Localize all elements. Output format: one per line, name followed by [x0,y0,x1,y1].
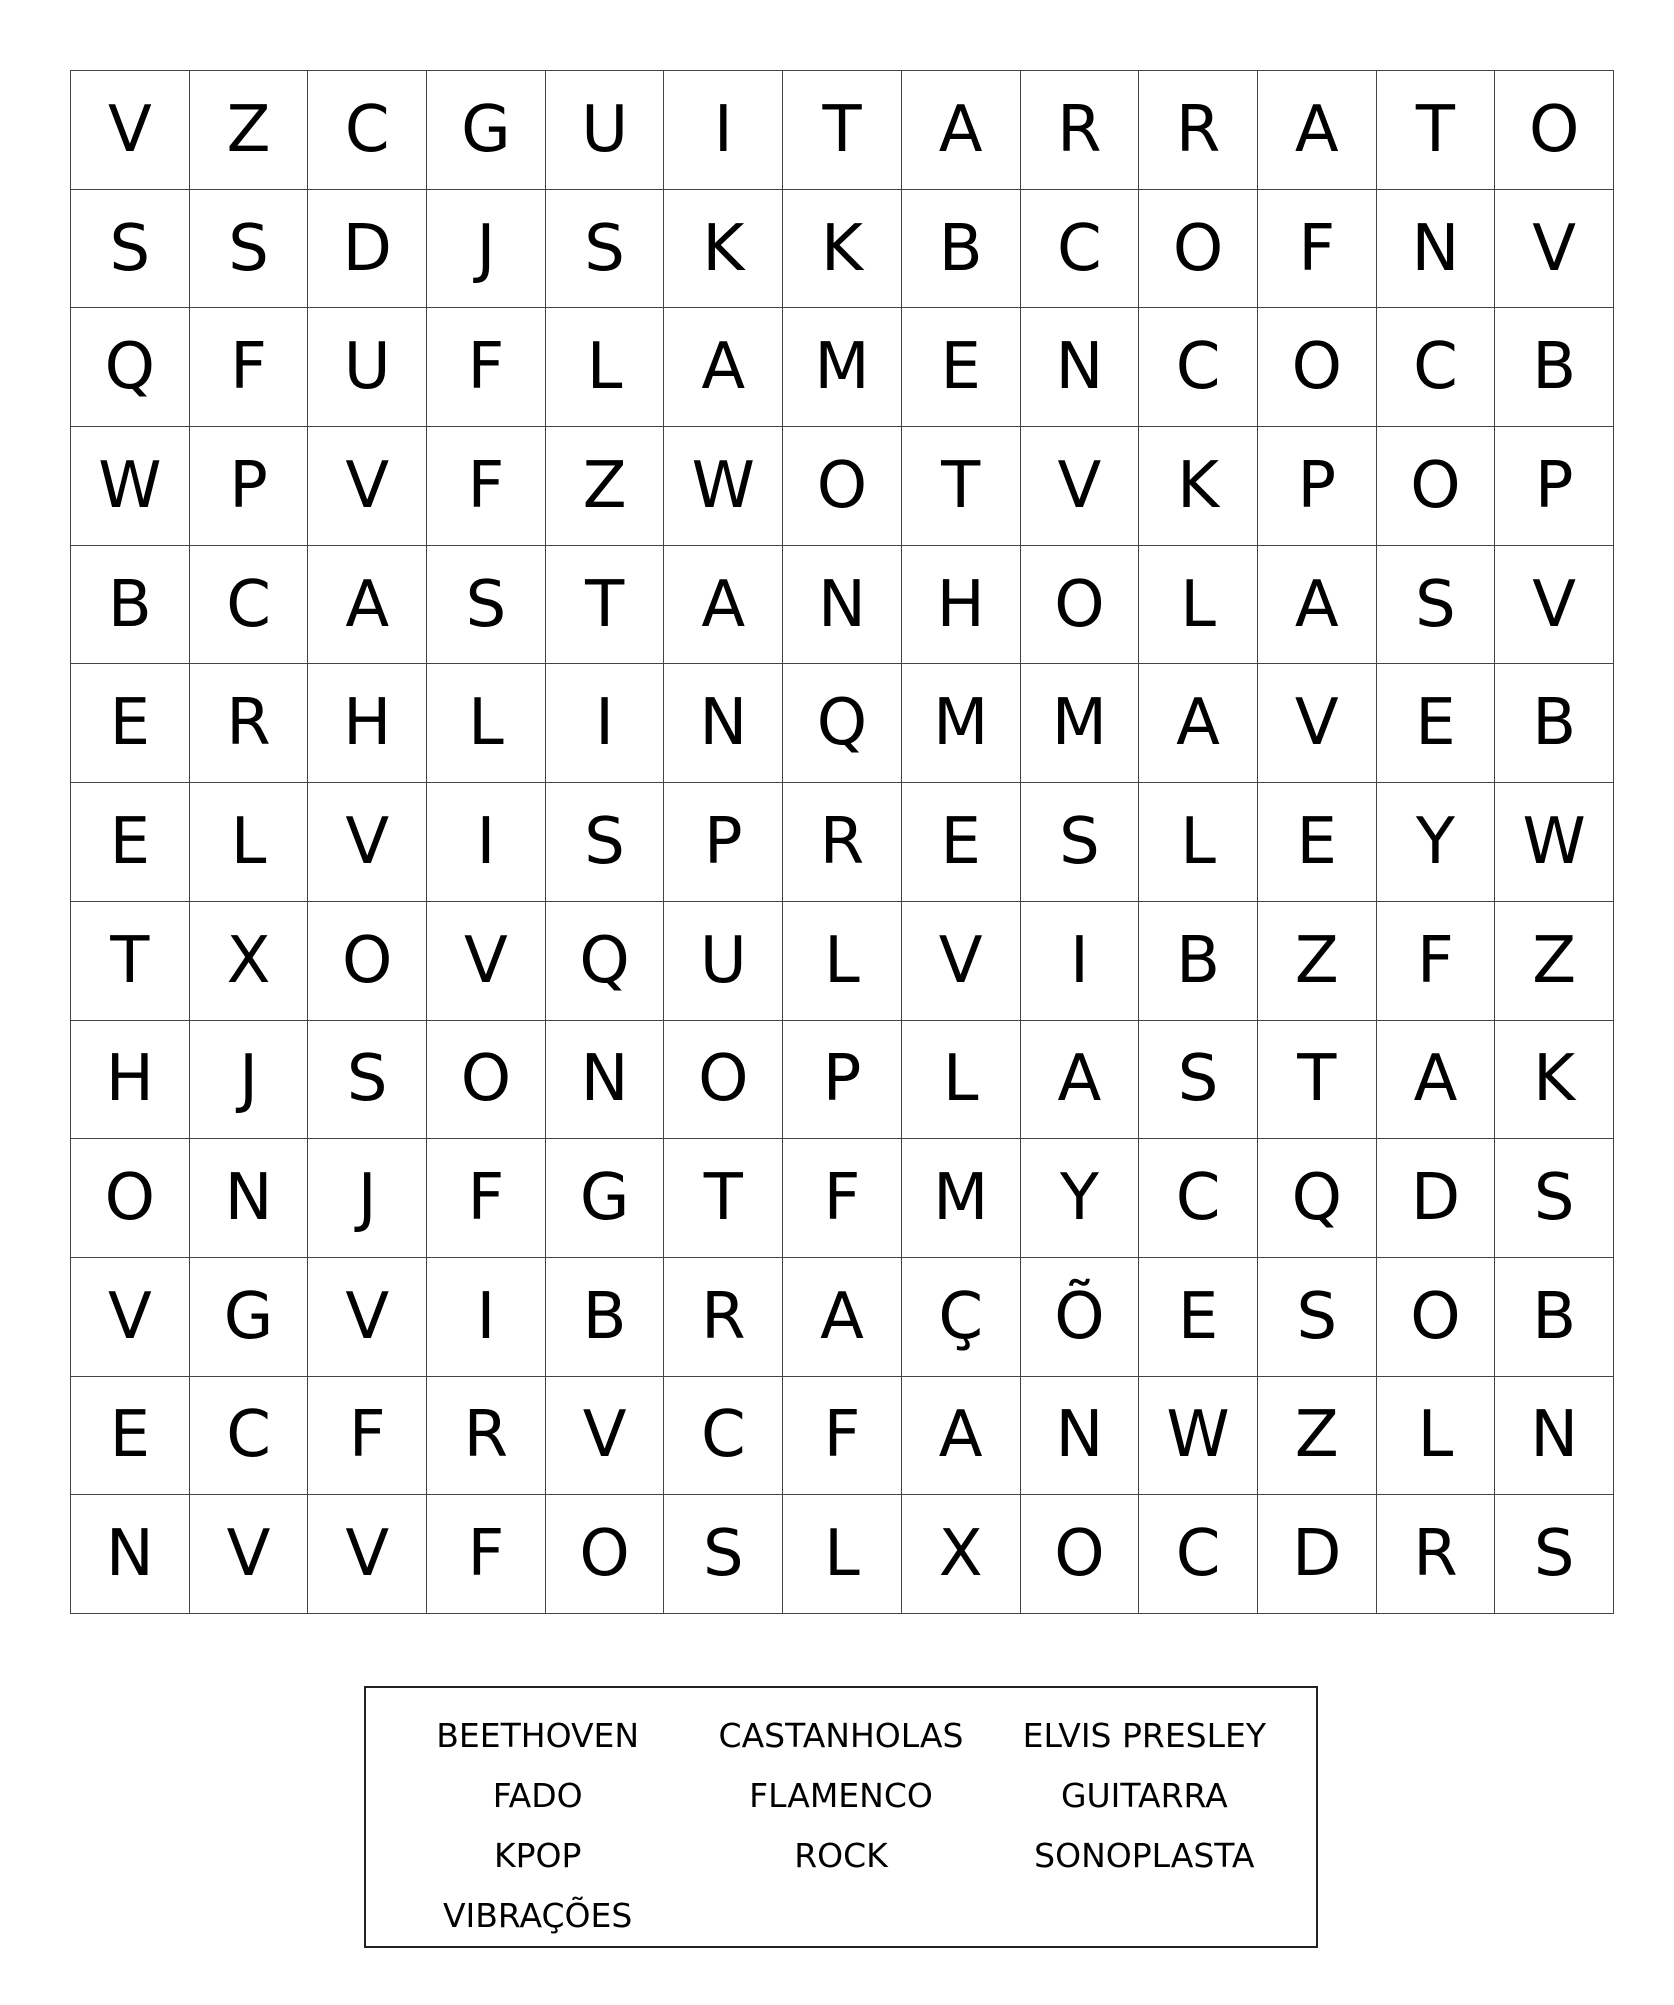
grid-cell[interactable]: O [1021,546,1140,665]
grid-cell[interactable]: L [546,308,665,427]
grid-cell[interactable]: V [190,1495,309,1614]
grid-cell[interactable]: D [308,190,427,309]
grid-cell[interactable]: L [1139,783,1258,902]
grid-cell[interactable]: L [1139,546,1258,665]
grid-cell[interactable]: S [71,190,190,309]
grid-cell[interactable]: Q [1258,1139,1377,1258]
word-list-item: FLAMENCO [749,1776,933,1815]
grid-cell[interactable]: B [546,1258,665,1377]
grid-cell[interactable]: O [427,1021,546,1140]
grid-cell[interactable]: O [1139,190,1258,309]
grid-cell[interactable]: P [1495,427,1614,546]
grid-cell[interactable]: V [308,1495,427,1614]
grid-cell[interactable]: V [308,783,427,902]
grid-cell[interactable]: F [427,427,546,546]
grid-cell[interactable]: A [1377,1021,1496,1140]
grid-cell[interactable]: B [1495,1258,1614,1377]
grid-cell[interactable]: S [1495,1139,1614,1258]
grid-cell[interactable]: X [902,1495,1021,1614]
grid-cell[interactable]: A [1258,546,1377,665]
grid-cell[interactable]: F [783,1139,902,1258]
grid-cell[interactable]: A [1139,664,1258,783]
grid-cell[interactable]: Z [1495,902,1614,1021]
grid-cell[interactable]: A [902,1377,1021,1496]
grid-cell[interactable]: C [1139,308,1258,427]
grid-cell[interactable]: I [1021,902,1140,1021]
word-list [366,1706,1316,1946]
grid-cell[interactable]: C [1021,190,1140,309]
grid-cell[interactable]: G [427,71,546,190]
grid-cell[interactable]: C [190,1377,309,1496]
word-list-item: ELVIS PRESLEY [1022,1716,1267,1755]
grid-cell[interactable]: A [783,1258,902,1377]
grid-cell[interactable]: L [427,664,546,783]
grid-cell[interactable]: F [783,1377,902,1496]
grid-cell[interactable]: K [783,190,902,309]
word-list-item: CASTANHOLAS [718,1716,964,1755]
grid-cell[interactable]: S [1377,546,1496,665]
grid-cell[interactable]: L [783,1495,902,1614]
grid-cell[interactable]: I [427,783,546,902]
grid-cell[interactable]: C [1139,1139,1258,1258]
grid-cell[interactable]: N [1021,308,1140,427]
grid-cell[interactable]: O [308,902,427,1021]
grid-cell[interactable]: M [902,1139,1021,1258]
grid-cell[interactable]: N [71,1495,190,1614]
grid-cell[interactable]: O [783,427,902,546]
grid-cell[interactable]: A [664,308,783,427]
word-list-item: BEETHOVEN [436,1716,640,1755]
grid-cell[interactable]: E [1377,664,1496,783]
grid-cell[interactable]: E [71,664,190,783]
grid-cell[interactable]: G [190,1258,309,1377]
grid-cell[interactable]: V [1495,190,1614,309]
grid-cell[interactable]: W [71,427,190,546]
grid-cell[interactable]: Z [546,427,665,546]
grid-cell[interactable]: N [664,664,783,783]
grid-cell[interactable]: V [308,427,427,546]
grid-cell[interactable]: F [1258,190,1377,309]
grid-cell[interactable]: D [1377,1139,1496,1258]
grid-cell[interactable]: L [902,1021,1021,1140]
grid-cell[interactable]: S [546,190,665,309]
grid-cell[interactable]: O [546,1495,665,1614]
grid-cell[interactable]: S [1495,1495,1614,1614]
grid-cell[interactable]: Q [546,902,665,1021]
grid-cell[interactable]: N [546,1021,665,1140]
grid-cell[interactable]: S [190,190,309,309]
grid-cell[interactable]: V [71,71,190,190]
grid-cell[interactable]: E [71,783,190,902]
grid-cell[interactable]: Q [71,308,190,427]
grid-cell[interactable]: Z [190,71,309,190]
grid-cell[interactable]: J [308,1139,427,1258]
grid-cell[interactable]: L [783,902,902,1021]
grid-cell[interactable]: R [783,783,902,902]
word-list-item: FADO [492,1776,583,1815]
word-search-grid [70,70,1614,1614]
grid-cell[interactable]: S [664,1495,783,1614]
grid-cell[interactable]: M [1021,664,1140,783]
grid-cell[interactable]: S [427,546,546,665]
grid-cell[interactable]: U [546,71,665,190]
grid-cell[interactable]: O [1495,71,1614,190]
grid-cell[interactable]: T [783,71,902,190]
grid-cell[interactable]: T [546,546,665,665]
grid-cell[interactable]: I [427,1258,546,1377]
grid-cell[interactable]: G [546,1139,665,1258]
grid-cell[interactable]: A [902,71,1021,190]
grid-cell[interactable]: F [308,1377,427,1496]
grid-cell[interactable]: V [1258,664,1377,783]
grid-cell[interactable]: R [1377,1495,1496,1614]
grid-cell[interactable]: H [902,546,1021,665]
grid-cell[interactable]: B [902,190,1021,309]
grid-cell[interactable]: O [71,1139,190,1258]
grid-cell[interactable]: E [902,783,1021,902]
word-list-item: ROCK [794,1836,888,1875]
grid-cell[interactable]: S [1139,1021,1258,1140]
grid-cell[interactable]: N [783,546,902,665]
grid-cell[interactable]: P [1258,427,1377,546]
grid-cell[interactable]: O [1377,427,1496,546]
grid-cell[interactable]: E [902,308,1021,427]
grid-cell[interactable]: V [308,1258,427,1377]
grid-cell[interactable]: A [1021,1021,1140,1140]
grid-cell[interactable]: B [1495,664,1614,783]
grid-cell[interactable]: Õ [1021,1258,1140,1377]
grid-cell[interactable]: W [1139,1377,1258,1496]
grid-cell[interactable]: M [902,664,1021,783]
grid-cell[interactable]: V [902,902,1021,1021]
grid-cell[interactable]: R [427,1377,546,1496]
grid-cell[interactable]: Y [1021,1139,1140,1258]
grid-cell[interactable]: B [71,546,190,665]
grid-cell[interactable]: R [1021,71,1140,190]
grid-cell[interactable]: O [1377,1258,1496,1377]
grid-cell[interactable]: V [427,902,546,1021]
grid-cell[interactable]: C [308,71,427,190]
grid-cell[interactable]: V [1495,546,1614,665]
grid-cell[interactable]: R [190,664,309,783]
grid-cell[interactable]: W [664,427,783,546]
grid-cell[interactable]: I [546,664,665,783]
grid-cell[interactable]: U [308,308,427,427]
grid-cell[interactable]: O [1021,1495,1140,1614]
grid-cell[interactable]: Q [783,664,902,783]
grid-cell[interactable]: N [190,1139,309,1258]
grid-cell[interactable]: E [1258,783,1377,902]
grid-cell[interactable]: K [664,190,783,309]
grid-cell[interactable]: S [1258,1258,1377,1377]
grid-cell[interactable]: F [1377,902,1496,1021]
grid-cell[interactable]: S [1021,783,1140,902]
grid-cell[interactable]: L [190,783,309,902]
grid-cell[interactable]: L [1377,1377,1496,1496]
grid-cell[interactable]: Z [1258,1377,1377,1496]
grid-cell[interactable]: K [1139,427,1258,546]
grid-cell[interactable]: A [664,546,783,665]
grid-cell[interactable]: S [546,783,665,902]
grid-cell[interactable]: P [664,783,783,902]
grid-cell[interactable]: H [308,664,427,783]
grid-cell[interactable]: R [664,1258,783,1377]
grid-cell[interactable]: T [1377,71,1496,190]
grid-cell[interactable]: C [664,1377,783,1496]
grid-cell[interactable]: O [1258,308,1377,427]
grid-cell[interactable]: V [71,1258,190,1377]
grid-cell[interactable]: T [71,902,190,1021]
grid-cell[interactable]: F [427,1139,546,1258]
grid-cell[interactable]: J [190,1021,309,1140]
word-list-box [364,1686,1318,1948]
grid-cell[interactable]: P [190,427,309,546]
grid-cell[interactable]: N [1021,1377,1140,1496]
grid-cell[interactable]: P [783,1021,902,1140]
grid-cell[interactable]: M [783,308,902,427]
grid-cell[interactable]: X [190,902,309,1021]
grid-cell[interactable]: J [427,190,546,309]
word-list-item: GUITARRA [1060,1776,1228,1815]
grid-cell[interactable]: E [1139,1258,1258,1377]
grid-cell[interactable]: Z [1258,902,1377,1021]
grid-cell[interactable]: S [308,1021,427,1140]
grid-cell[interactable]: Ç [902,1258,1021,1377]
grid-cell[interactable]: N [1495,1377,1614,1496]
grid-cell[interactable]: C [190,546,309,665]
grid-cell[interactable]: F [427,308,546,427]
grid-cell[interactable]: O [664,1021,783,1140]
grid-cell[interactable]: C [1377,308,1496,427]
word-list-item: VIBRAÇÕES [442,1896,633,1935]
grid-cell[interactable]: U [664,902,783,1021]
grid-cell[interactable]: K [1495,1021,1614,1140]
grid-cell[interactable]: V [546,1377,665,1496]
grid-cell[interactable]: F [190,308,309,427]
grid-cell[interactable]: T [902,427,1021,546]
grid-cell[interactable]: T [664,1139,783,1258]
word-list-item: SONOPLASTA [1034,1836,1255,1875]
grid-cell[interactable]: D [1258,1495,1377,1614]
grid-cell[interactable]: H [71,1021,190,1140]
grid-cell[interactable]: A [1258,71,1377,190]
grid-cell[interactable]: F [427,1495,546,1614]
grid-cell[interactable]: A [308,546,427,665]
grid-cell[interactable]: Y [1377,783,1496,902]
grid-cell[interactable]: R [1139,71,1258,190]
grid-cell[interactable]: B [1495,308,1614,427]
grid-cell[interactable]: T [1258,1021,1377,1140]
grid-cell[interactable]: C [1139,1495,1258,1614]
grid-cell[interactable]: V [1021,427,1140,546]
grid-cell[interactable]: E [71,1377,190,1496]
grid-cell[interactable]: N [1377,190,1496,309]
grid-cell[interactable]: I [664,71,783,190]
grid-cell[interactable]: W [1495,783,1614,902]
word-list-item: KPOP [493,1836,582,1875]
grid-cell[interactable]: B [1139,902,1258,1021]
